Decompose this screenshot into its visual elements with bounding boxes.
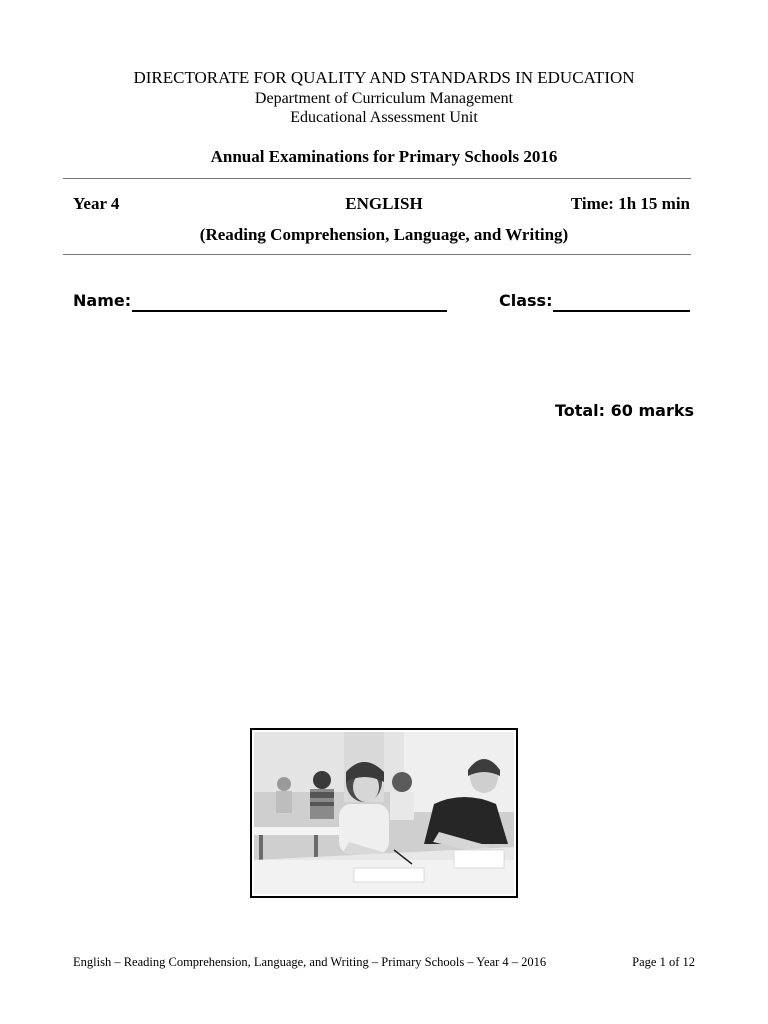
class-label: Class: xyxy=(499,291,553,310)
unit-heading: Educational Assessment Unit xyxy=(290,109,478,126)
directorate-heading: DIRECTORATE FOR QUALITY AND STANDARDS IN EDUCATION xyxy=(133,68,635,87)
classroom-photo xyxy=(250,728,518,898)
name-field[interactable] xyxy=(132,310,447,312)
time-label: Time: 1h 15 min xyxy=(570,194,690,213)
year-label: Year 4 xyxy=(73,194,120,213)
classroom-photo-icon xyxy=(254,732,514,894)
department-heading: Department of Curriculum Management xyxy=(254,90,514,107)
divider xyxy=(63,178,691,179)
exam-title: Annual Examinations for Primary Schools 2016 xyxy=(210,147,558,166)
total-marks: Total: 60 marks xyxy=(554,401,694,420)
footer-text: English – Reading Comprehension, Language, and Writing – Primary Schools – Year 4 – 2016 xyxy=(73,955,547,969)
page-number: Page 1 of 12 xyxy=(632,955,695,969)
name-label: Name: xyxy=(73,291,132,310)
exam-subtitle: (Reading Comprehension, Language, and Writing) xyxy=(199,225,569,244)
class-field[interactable] xyxy=(553,310,690,312)
subject-label: ENGLISH xyxy=(345,194,423,213)
divider xyxy=(63,254,691,255)
